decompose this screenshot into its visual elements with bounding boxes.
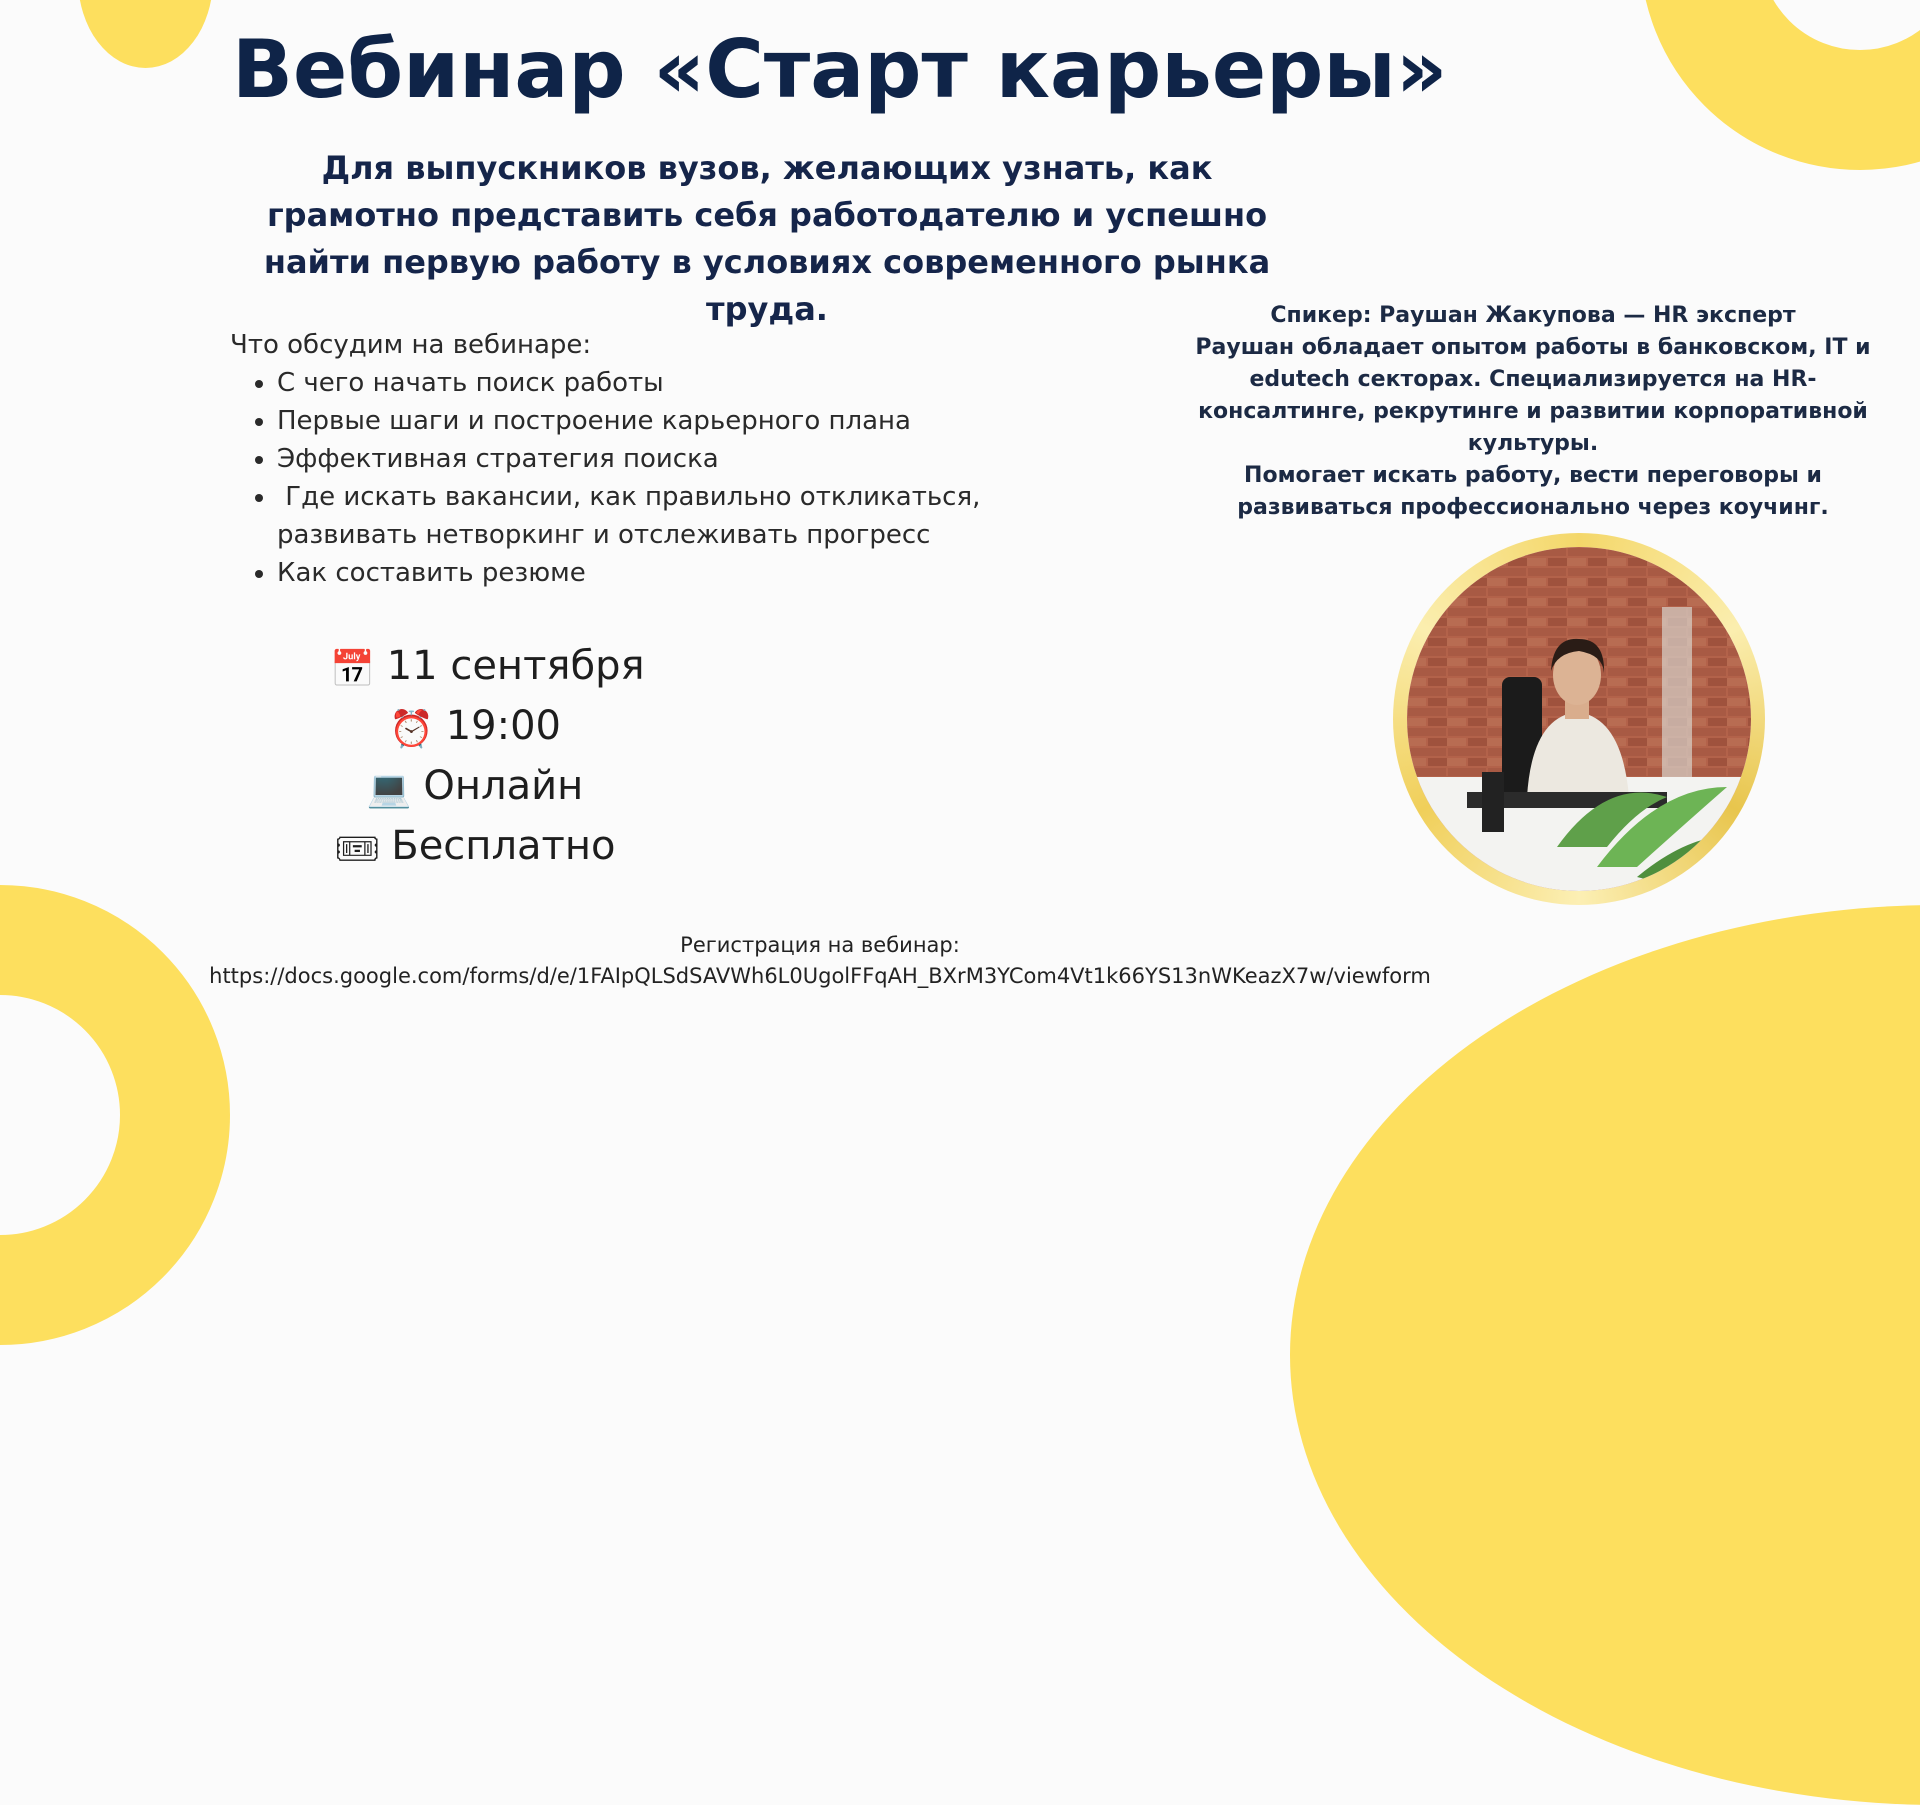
registration-label: Регистрация на вебинар:	[680, 933, 960, 957]
topic-item: • Где искать вакансии, как правильно откликаться, развивать нетворкинг и отслеживать прогресс	[277, 478, 1030, 554]
topic-item: • Эффективная стратегия поиска	[277, 440, 1030, 478]
event-price	[330, 818, 620, 878]
event-format-text: Онлайн	[423, 763, 584, 809]
speaker-photo-illustration	[1407, 547, 1751, 891]
decorative-ring-top-right	[1640, 0, 1920, 170]
speaker-info	[1168, 300, 1898, 524]
speaker-coaching: Помогает искать работу, вести переговоры и развиваться профессионально через коучинг.	[1237, 463, 1829, 520]
page-title: Вебинар «Старт карьеры»	[232, 23, 1448, 116]
registration-link[interactable]: https://docs.google.com/forms/d/e/1FAIpQLSdSAVWh6L0UgolFFqAH_BXrM3YCom4Vt1k66YS13nWKeazX7w/viewform	[209, 964, 1431, 988]
event-time-text: 19:00	[445, 703, 561, 749]
topic-item: • Как составить резюме	[277, 554, 1030, 592]
topics-heading: Что обсудим на вебинаре:	[230, 330, 592, 360]
event-date	[330, 638, 645, 698]
speaker-experience: Раушан обладает опытом работы в банковском, IT и edutech секторах. Специализируется на HR-консалтинге, рекрутинге и развитии корпоративной культуры.	[1195, 335, 1871, 456]
calendar-icon: 📅	[330, 649, 375, 690]
event-format	[330, 758, 620, 818]
speaker-photo-frame	[1393, 533, 1765, 905]
event-time	[330, 698, 620, 758]
event-price-text: Бесплатно	[391, 823, 616, 869]
laptop-icon: 💻	[366, 769, 412, 810]
event-info	[330, 638, 645, 878]
decorative-ring-bottom-left	[0, 885, 230, 1345]
subtitle: Для выпускников вузов, желающих узнать, как грамотно представить себя работодателю и успешно найти первую работу в условиях современного рынка труда.	[263, 149, 1271, 328]
speaker-name: Спикер: Раушан Жакупова — HR эксперт	[1270, 303, 1796, 328]
alarm-clock-icon: ⏰	[389, 709, 434, 750]
topics-list	[230, 364, 1030, 592]
ticket-icon: 🎟	[334, 829, 381, 870]
speaker-photo	[1407, 547, 1751, 891]
registration-section	[200, 930, 1440, 992]
topic-item: • С чего начать поиск работы	[277, 364, 1030, 402]
decorative-circle-top-left	[78, 0, 213, 68]
topic-item: • Первые шаги и построение карьерного плана	[277, 402, 1030, 440]
decorative-circle-bottom-right	[1290, 905, 1920, 1805]
topics-section	[230, 326, 1030, 592]
event-date-text: 11 сентября	[386, 643, 645, 689]
